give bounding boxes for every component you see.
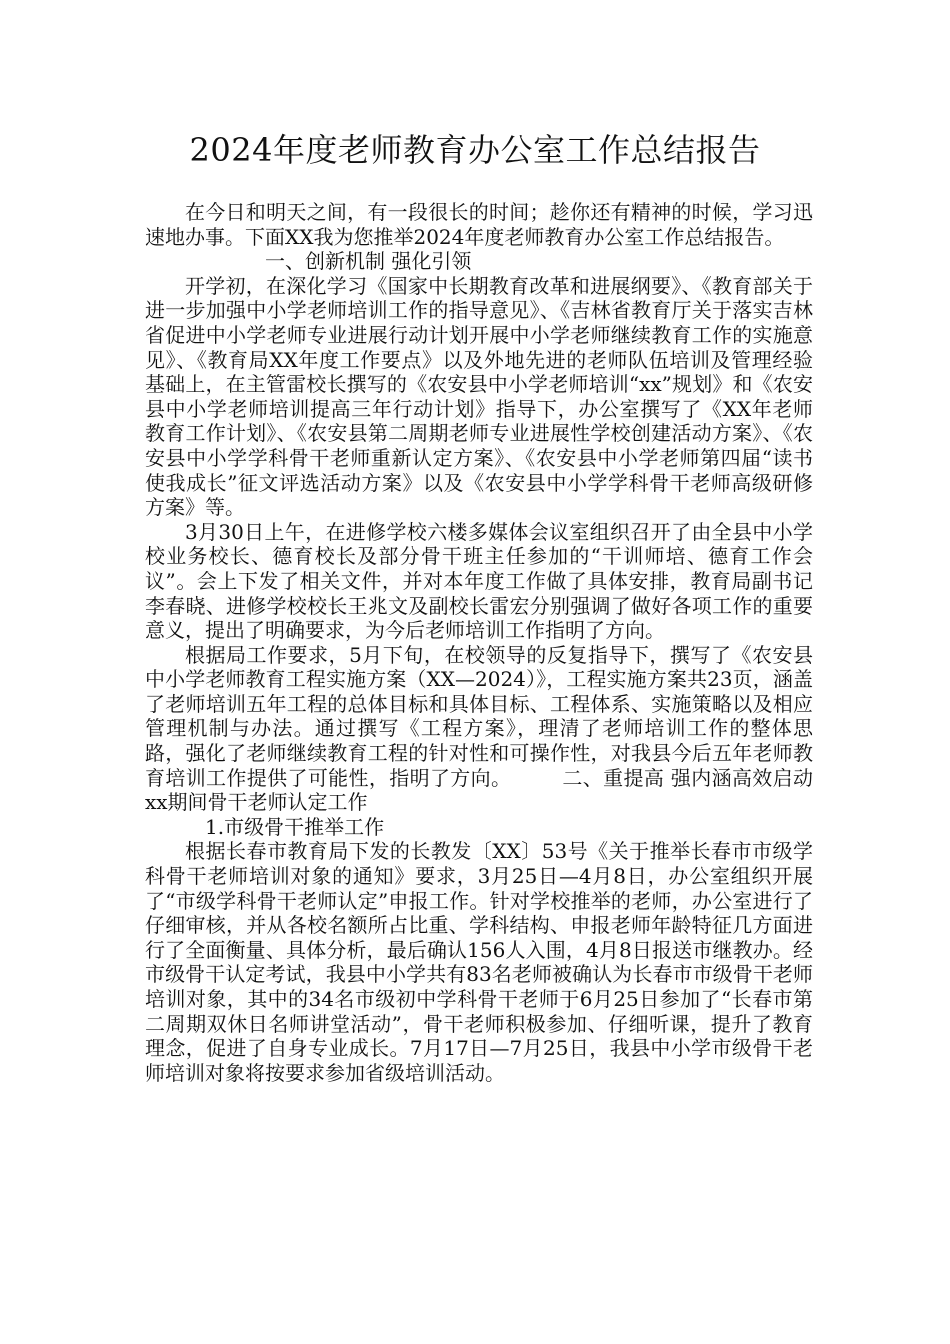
paragraph-1: 开学初，在深化学习《国家中长期教育改革和进展纲要》、《教育部关于进一步加强中小学老师培训工作的指导意见》、《吉林省教育厅关于落实吉林省促进中小学老师专业进展行动计划开展中小学老师继续教育工作的实施意见》、《教育局XX年度工作要点》以及外地先进的老师队伍培训及管理经验基础上，在主管雷校长撰写的《农安县中小学老师培训“xx”规划》和《农安县中小学老师培训提高三年行动计划》指导下，办公室撰写了《XX年老师教育工作计划》、《农安县第二周期老师专业进展性学校创建活动方案》、《农安县中小学学科骨干老师重新认定方案》、《农安县中小学老师第四届“读书使我成长”征文评选活动方案》以及《农安县中小学学科骨干老师高级研修方案》等。: [145, 273, 813, 520]
paragraph-4: 根据长春市教育局下发的长教发〔XX〕53号《关于推举长春市市级学科骨干老师培训对象的通知》要求，3月25日—4月8日，办公室组织开展了“市级学科骨干老师认定”申报工作。针对学校推举的老师，办公室进行了仔细审核，并从各校名额所占比重、学科结构、申报老师年龄特征几方面进行了全面衡量、具体分析，最后确认156人入围，4月8日报送市继教办。经市级骨干认定考试，我县中小学共有83名老师被确认为长春市市级骨干老师培训对象，其中的34名市级初中学科骨干老师于6月25日参加了“长春市第二周期双休日名师讲堂活动”，骨干老师积极参加、仔细听课，提升了教育理念，促进了自身专业成长。7月17日—7月25日，我县中小学市级骨干老师培训对象将按要求参加省级培训活动。: [145, 839, 813, 1085]
document-body: [145, 200, 813, 1085]
subsection-heading-1: 1.市级骨干推举工作: [205, 814, 385, 839]
paragraph-2: 3月30日上午，在进修学校六楼多媒体会议室组织召开了由全县中小学校业务校长、德育校长及部分骨干班主任参加的“干训师培、德育工作会议”。会上下发了相关文件，并对本年度工作做了具体安排，教育局副书记李春晓、进修学校校长王兆文及副校长雷宏分别强调了做好各项工作的重要意义，提出了明确要求，为今后老师培训工作指明了方向。: [145, 519, 813, 643]
document-title: 2024年度老师教育办公室工作总结报告: [189, 131, 761, 169]
paragraph-intro: 在今日和明天之间，有一段很长的时间；趁你还有精神的时候，学习迅速地办事。下面XX我为您推举2024年度老师教育办公室工作总结报告。: [145, 200, 813, 249]
paragraph-3: 根据局工作要求，5月下旬，在校领导的反复指导下，撰写了《农安县中小学老师教育工程实施方案（XX—2024）》，工程实施方案共23页，涵盖了老师培训五年工程的总体目标和具体目标、工程体系、实施策略以及相应管理机制与办法。通过撰写《工程方案》，理清了老师培训工作的整体思路，强化了老师继续教育工程的针对性和可操作性，对我县今后五年老师教育培训工作提供了可能性，指明了方向。 二、重提高 强内涵高效启动xx期间骨干老师认定工作: [145, 642, 813, 815]
section-heading-1: 一、创新机制 强化引领: [265, 249, 472, 274]
